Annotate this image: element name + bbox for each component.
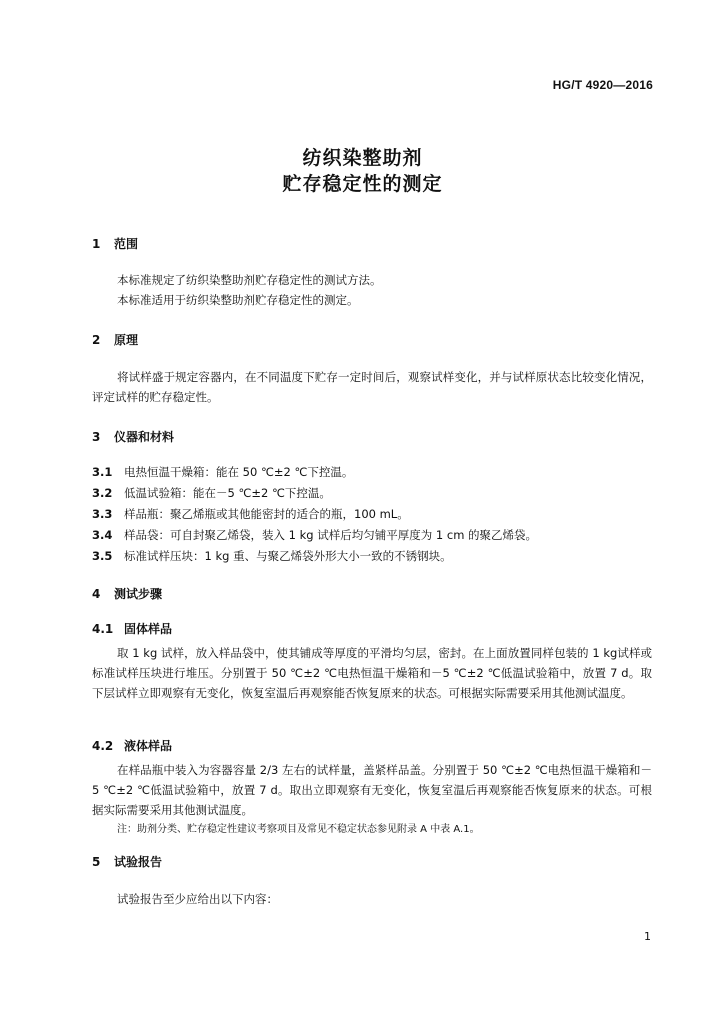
section-4-1-paragraph: 取 1 kg 试样，放入样品袋中，使其铺成等厚度的平滑均匀层，密封。在上面放置同样包装的 1 kg试样或标准试样压块进行堆压。分别置于 50 ℃±2 ℃电热恒温干燥箱和－5 ℃±2 ℃低温试验箱中，放置 7 d。取下层试样立即观察有无变化，恢复室温后再观察能否恢复原来的状态。可根据实际需要采用其他测试温度。 — [92, 646, 652, 700]
instrument-item — [92, 485, 331, 501]
document-title-line1: 纺织染整助剂 — [302, 147, 423, 169]
item-text: 样品瓶：聚乙烯瓶或其他能密封的适合的瓶，100 mL。 — [124, 507, 409, 521]
section-number: 1 — [92, 237, 101, 251]
section-title: 测试步骤 — [114, 587, 163, 601]
item-number: 3.3 — [92, 507, 113, 521]
section-1-line-2: 本标准适用于纺织染整助剂贮存稳定性的测定。 — [117, 293, 359, 307]
section-1-line-1: 本标准规定了纺织染整助剂贮存稳定性的测试方法。 — [117, 273, 382, 287]
section-4-2-heading — [92, 737, 172, 754]
section-2-paragraph: 将试样盛于规定容器内，在不同温度下贮存一定时间后，观察试样变化，并与试样原状态比较变化情况，评定试样的贮存稳定性。 — [92, 370, 652, 404]
section-number: 2 — [92, 333, 101, 347]
section-number: 5 — [92, 855, 101, 869]
section-title: 液体样品 — [124, 739, 173, 753]
item-text: 电热恒温干燥箱：能在 50 ℃±2 ℃下控温。 — [124, 465, 354, 479]
item-text: 低温试验箱：能在－5 ℃±2 ℃下控温。 — [124, 486, 331, 500]
instrument-item — [92, 464, 353, 480]
section-title: 固体样品 — [124, 622, 173, 636]
section-number: 4.1 — [92, 622, 114, 636]
section-title: 范围 — [114, 237, 139, 251]
section-number: 4 — [92, 587, 101, 601]
section-4-2-paragraph: 在样品瓶中装入为容器容量 2/3 左右的试样量，盖紧样品盖。分别置于 50 ℃±2 ℃电热恒温干燥箱和－5 ℃±2 ℃低温试验箱中，放置 7 d。取出立即观察有无变化，恢复室温后再观察能否恢复原来的状态。可根据实际需要采用其他测试温度。 — [92, 763, 652, 817]
page-number: 1 — [644, 930, 651, 943]
section-2-heading — [92, 331, 138, 348]
section-title: 仪器和材料 — [114, 430, 175, 444]
item-text: 样品袋：可自封聚乙烯袋，装入 1 kg 试样后均匀铺平厚度为 1 cm 的聚乙烯袋。 — [124, 528, 538, 542]
section-4-heading — [92, 585, 162, 602]
item-number: 3.5 — [92, 549, 113, 563]
instrument-item — [92, 527, 537, 543]
section-5-line: 试验报告至少应给出以下内容： — [117, 892, 278, 906]
instrument-item — [92, 506, 409, 522]
section-4-note: 注：助剂分类、贮存稳定性建议考察项目及常见不稳定状态参见附录 A 中表 A.1。 — [117, 824, 480, 835]
section-5-heading — [92, 853, 162, 870]
document-title-line2: 贮存稳定性的测定 — [282, 173, 443, 195]
instrument-item — [92, 548, 452, 564]
item-number: 3.4 — [92, 528, 113, 542]
item-text: 标准试样压块：1 kg 重、与聚乙烯袋外形大小一致的不锈钢块。 — [124, 549, 452, 563]
item-number: 3.1 — [92, 465, 113, 479]
section-3-heading — [92, 428, 174, 445]
item-number: 3.2 — [92, 486, 113, 500]
section-4-1-heading — [92, 620, 172, 637]
section-title: 原理 — [114, 333, 139, 347]
section-number: 3 — [92, 430, 101, 444]
section-number: 4.2 — [92, 739, 114, 753]
section-title: 试验报告 — [114, 855, 163, 869]
section-1-heading — [92, 235, 138, 252]
standard-number: HG/T 4920—2016 — [552, 78, 653, 92]
